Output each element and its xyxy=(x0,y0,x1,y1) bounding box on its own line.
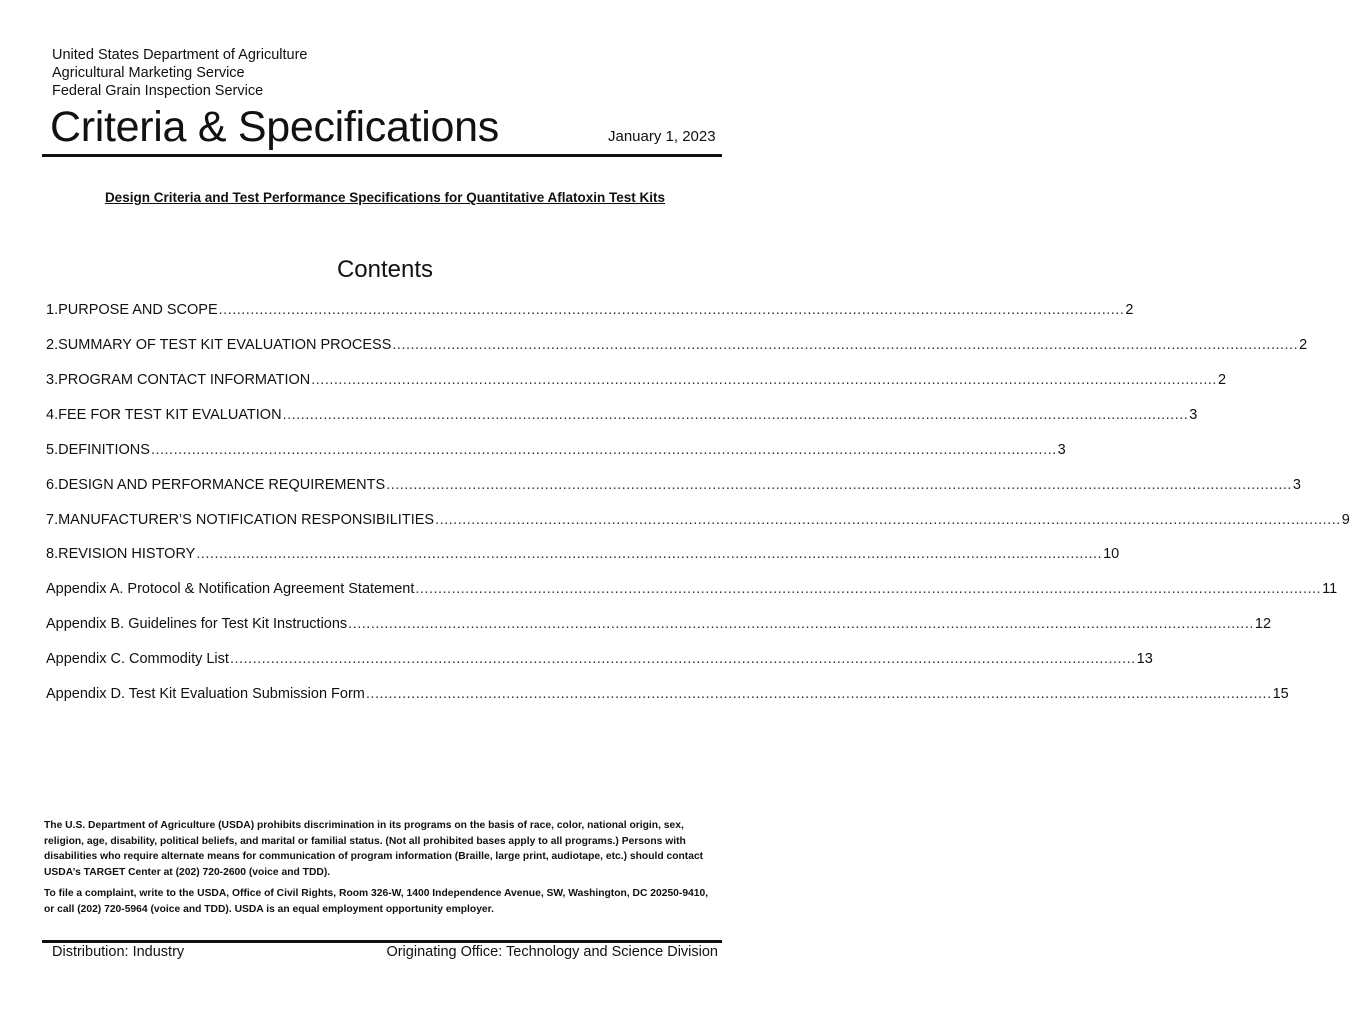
toc-dot-leader: ........................................................................................................................................................................................................ xyxy=(415,581,1322,597)
toc-dot-leader: ........................................................................................................................................................................................................ xyxy=(229,651,1136,667)
toc-entry-number: 6. xyxy=(46,477,59,493)
toc-dot-leader: ........................................................................................................................................................................................................ xyxy=(386,477,1292,493)
nondiscrimination-text: The U.S. Department of Agriculture (USDA) prohibits discrimination in its programs on the basis of race, color, national origin, sex, religion, age, disability, political beliefs, and marital or familial status. (Not all prohibited bases apply to all programs.) Persons with disabilities who require alternate means for communication of program information (Braille, large print, audiotape, etc.) should contact USDA’s TARGET Center at (202) 720-2600 (voice and TDD). xyxy=(44,820,704,878)
toc-entry-label: FEE FOR TEST KIT EVALUATION xyxy=(58,407,282,423)
toc-entry[interactable] xyxy=(46,442,1066,462)
document-subtitle: Design Criteria and Test Performance Specifications for Quantitative Aflatoxin Test Kits xyxy=(104,190,666,205)
toc-entry-label: Appendix D. Test Kit Evaluation Submission Form xyxy=(46,686,365,702)
toc-entry-number: 5. xyxy=(46,442,59,458)
toc-entry-page-number: 3 xyxy=(1057,442,1066,458)
toc-entry[interactable] xyxy=(46,407,1198,427)
toc-entry-page-number: 2 xyxy=(1125,302,1134,318)
toc-entry-label: PROGRAM CONTACT INFORMATION xyxy=(58,372,311,388)
toc-entry[interactable] xyxy=(46,546,1120,566)
toc-entry[interactable] xyxy=(46,651,1153,671)
toc-entry-label: Appendix B. Guidelines for Test Kit Instructions xyxy=(46,616,348,632)
agency-line-service: Agricultural Marketing Service xyxy=(52,65,245,81)
toc-entry-number: 4. xyxy=(46,407,59,423)
toc-entry-page-number: 3 xyxy=(1292,477,1301,493)
toc-entry-label: DESIGN AND PERFORMANCE REQUIREMENTS xyxy=(58,477,386,493)
toc-entry-label: PURPOSE AND SCOPE xyxy=(58,302,218,318)
toc-entry[interactable] xyxy=(46,372,1227,392)
document-title: Criteria & Specifications xyxy=(50,103,499,151)
toc-entry-number: 1. xyxy=(46,302,59,318)
toc-dot-leader: ........................................................................................................................................................................................................ xyxy=(196,546,1103,562)
toc-entry[interactable] xyxy=(46,302,1134,322)
toc-entry-page-number: 3 xyxy=(1189,407,1198,423)
toc-entry-page-number: 11 xyxy=(1322,581,1338,597)
agency-block xyxy=(52,46,308,100)
toc-entry[interactable] xyxy=(46,686,1289,706)
toc-entry-number: 7. xyxy=(46,512,59,528)
toc-entry[interactable] xyxy=(46,477,1301,497)
toc-entry[interactable] xyxy=(46,616,1272,636)
toc-entry-page-number: 9 xyxy=(1341,512,1350,528)
complaint-notice xyxy=(44,886,716,917)
toc-entry-number: 2. xyxy=(46,337,59,353)
complaint-text: To file a complaint, write to the USDA, Office of Civil Rights, Room 326-W, 1400 Independence Avenue, SW, Washington, DC 20250-9410, or call (202) 720-5964 (voice and TDD). USDA is an equal employment opportunity employer. xyxy=(44,888,709,915)
nondiscrimination-notice xyxy=(44,818,716,880)
agency-line-division: Federal Grain Inspection Service xyxy=(52,83,264,99)
toc-entry-label: SUMMARY OF TEST KIT EVALUATION PROCESS xyxy=(58,337,392,353)
toc-dot-leader: ........................................................................................................................................................................................................ xyxy=(282,407,1189,423)
distribution-label: Distribution: Industry xyxy=(52,944,185,960)
toc-dot-leader: ........................................................................................................................................................................................................ xyxy=(435,512,1341,528)
document-date: January 1, 2023 xyxy=(608,128,716,145)
toc-dot-leader: ........................................................................................................................................................................................................ xyxy=(150,442,1057,458)
footer-rule xyxy=(42,940,722,943)
toc-entry-label: MANUFACTURER’S NOTIFICATION RESPONSIBILITIES xyxy=(58,512,435,528)
originating-office-label: Originating Office: Technology and Science Division xyxy=(386,944,718,960)
toc-dot-leader: ........................................................................................................................................................................................................ xyxy=(218,302,1125,318)
toc-entry-number: 3. xyxy=(46,372,59,388)
toc-entry-number: 8. xyxy=(46,546,59,562)
toc-entry-page-number: 13 xyxy=(1136,651,1153,667)
toc-entry[interactable] xyxy=(46,581,1338,601)
toc-entry[interactable] xyxy=(46,512,1350,532)
toc-entry[interactable] xyxy=(46,337,1308,357)
toc-entry-label: REVISION HISTORY xyxy=(58,546,196,562)
toc-entry-page-number: 15 xyxy=(1272,686,1289,702)
toc-dot-leader: ........................................................................................................................................................................................................ xyxy=(365,686,1272,702)
toc-entry-page-number: 2 xyxy=(1217,372,1227,388)
toc-dot-leader: ........................................................................................................................................................................................................ xyxy=(348,616,1254,632)
toc-entry-label: DEFINITIONS xyxy=(58,442,150,458)
toc-entry-page-number: 10 xyxy=(1103,546,1120,562)
toc-dot-leader: ........................................................................................................................................................................................................ xyxy=(392,337,1299,353)
toc-entry-page-number: 12 xyxy=(1254,616,1272,632)
toc-entry-label: Appendix A. Protocol & Notification Agreement Statement xyxy=(46,581,415,597)
contents-heading: Contents xyxy=(336,256,434,283)
toc-entry-label: Appendix C. Commodity List xyxy=(46,651,229,667)
agency-line-department: United States Department of Agriculture xyxy=(52,47,308,63)
header-rule xyxy=(42,154,722,157)
toc-dot-leader: ........................................................................................................................................................................................................ xyxy=(311,372,1217,388)
toc-entry-page-number: 2 xyxy=(1299,337,1308,353)
